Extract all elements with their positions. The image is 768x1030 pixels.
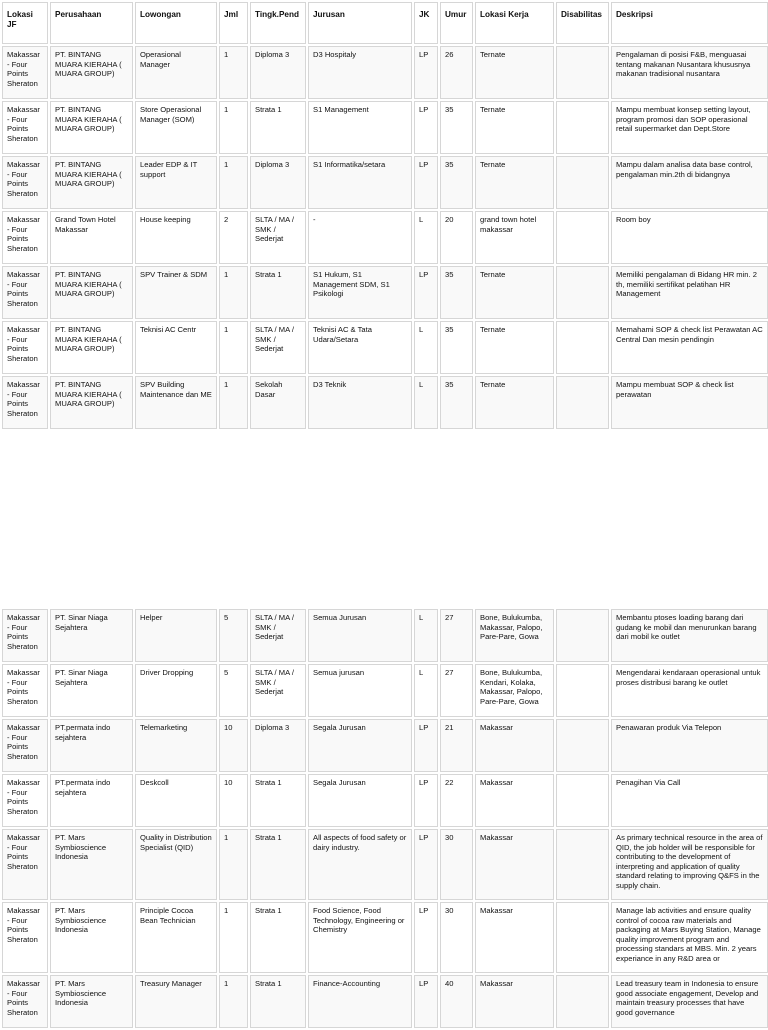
- table-row: [2, 156, 768, 209]
- cell-lokasi-jf: Makassar - Four Points Sheraton: [2, 211, 48, 264]
- job-table-bottom: [0, 607, 768, 1030]
- cell-lokasi-jf: Makassar - Four Points Sheraton: [2, 321, 48, 374]
- col-header-lokasi-kerja: Lokasi Kerja: [475, 2, 554, 44]
- cell-lokasi-jf: Makassar - Four Points Sheraton: [2, 156, 48, 209]
- cell-jurusan: S1 Management: [308, 101, 412, 154]
- cell-lokasi-jf: Makassar - Four Points Sheraton: [2, 719, 48, 772]
- cell-tingk-pend: Diploma 3: [250, 156, 306, 209]
- cell-umur: 35: [440, 376, 473, 429]
- cell-disabilitas: [556, 266, 609, 319]
- cell-jml: 1: [219, 975, 248, 1028]
- cell-jk: L: [414, 211, 438, 264]
- cell-jml: 1: [219, 376, 248, 429]
- table-row: [2, 975, 768, 1028]
- cell-umur: 35: [440, 266, 473, 319]
- cell-disabilitas: [556, 774, 609, 827]
- cell-jk: LP: [414, 46, 438, 99]
- cell-disabilitas: [556, 101, 609, 154]
- cell-jml: 1: [219, 266, 248, 319]
- cell-lokasi-kerja: Ternate: [475, 266, 554, 319]
- table-row: [2, 719, 768, 772]
- cell-jurusan: Semua Jurusan: [308, 609, 412, 662]
- cell-lokasi-kerja: Ternate: [475, 321, 554, 374]
- cell-umur: 40: [440, 975, 473, 1028]
- cell-lokasi-jf: Makassar - Four Points Sheraton: [2, 46, 48, 99]
- cell-jurusan: Segala Jurusan: [308, 719, 412, 772]
- cell-perusahaan: PT. BINTANG MUARA KIERAHA ( MUARA GROUP): [50, 266, 133, 319]
- table-row: [2, 664, 768, 717]
- col-header-tingk-pend: Tingk.Pend: [250, 2, 306, 44]
- cell-jk: LP: [414, 101, 438, 154]
- cell-jurusan: S1 Hukum, S1 Management SDM, S1 Psikologi: [308, 266, 412, 319]
- cell-lowongan: Deskcoll: [135, 774, 217, 827]
- cell-tingk-pend: Strata 1: [250, 266, 306, 319]
- cell-tingk-pend: Strata 1: [250, 975, 306, 1028]
- cell-lowongan: Telemarketing: [135, 719, 217, 772]
- cell-disabilitas: [556, 321, 609, 374]
- cell-jurusan: D3 Hospitaly: [308, 46, 412, 99]
- cell-perusahaan: PT.permata indo sejahtera: [50, 719, 133, 772]
- cell-tingk-pend: SLTA / MA / SMK / Sederjat: [250, 609, 306, 662]
- cell-deskripsi: Penawaran produk Via Telepon: [611, 719, 768, 772]
- cell-jk: LP: [414, 829, 438, 900]
- cell-umur: 35: [440, 156, 473, 209]
- cell-deskripsi: Manage lab activities and ensure quality control of cocoa raw materials and packaging at Mars Buying Station, Manage quality improvement program and processing standars at MBS. Min. 2 years experiance in any R&D area or: [611, 902, 768, 973]
- cell-deskripsi: Mengendarai kendaraan operasional untuk proses distribusi barang ke outlet: [611, 664, 768, 717]
- cell-deskripsi: Room boy: [611, 211, 768, 264]
- cell-perusahaan: PT.permata indo sejahtera: [50, 774, 133, 827]
- cell-lowongan: Helper: [135, 609, 217, 662]
- table-row: [2, 774, 768, 827]
- cell-lokasi-jf: Makassar - Four Points Sheraton: [2, 774, 48, 827]
- cell-lowongan: Driver Dropping: [135, 664, 217, 717]
- cell-disabilitas: [556, 609, 609, 662]
- cell-jk: LP: [414, 156, 438, 209]
- cell-umur: 35: [440, 101, 473, 154]
- cell-jml: 10: [219, 719, 248, 772]
- table-row: [2, 609, 768, 662]
- cell-jurusan: Finance-Accounting: [308, 975, 412, 1028]
- cell-tingk-pend: SLTA / MA / SMK / Sederjat: [250, 321, 306, 374]
- cell-umur: 21: [440, 719, 473, 772]
- cell-lokasi-jf: Makassar - Four Points Sheraton: [2, 829, 48, 900]
- cell-umur: 30: [440, 829, 473, 900]
- cell-jml: 5: [219, 609, 248, 662]
- cell-lowongan: Quality in Distribution Specialist (QID): [135, 829, 217, 900]
- cell-disabilitas: [556, 46, 609, 99]
- cell-lokasi-kerja: Ternate: [475, 46, 554, 99]
- table-row: [2, 266, 768, 319]
- cell-deskripsi: Membantu ptoses loading barang dari gudang ke mobil dan menurunkan barang dari mobil ke outlet: [611, 609, 768, 662]
- cell-lokasi-kerja: Makassar: [475, 829, 554, 900]
- cell-disabilitas: [556, 156, 609, 209]
- cell-lokasi-kerja: Ternate: [475, 156, 554, 209]
- cell-disabilitas: [556, 664, 609, 717]
- cell-jk: LP: [414, 774, 438, 827]
- cell-jml: 1: [219, 101, 248, 154]
- cell-lokasi-jf: Makassar - Four Points Sheraton: [2, 101, 48, 154]
- cell-lokasi-kerja: Ternate: [475, 101, 554, 154]
- cell-lokasi-kerja: Makassar: [475, 774, 554, 827]
- cell-jk: L: [414, 321, 438, 374]
- table-row: [2, 902, 768, 973]
- cell-perusahaan: PT. BINTANG MUARA KIERAHA ( MUARA GROUP): [50, 156, 133, 209]
- table-row: [2, 376, 768, 429]
- cell-deskripsi: Memiliki pengalaman di Bidang HR min. 2 th, memiliki sertifikat pelatihan HR Management: [611, 266, 768, 319]
- cell-umur: 35: [440, 321, 473, 374]
- cell-lokasi-jf: Makassar - Four Points Sheraton: [2, 266, 48, 319]
- cell-deskripsi: Mampu membuat konsep setting layout, program promosi dan SOP operasional retail supermarket dan Dept.Store: [611, 101, 768, 154]
- cell-jk: L: [414, 376, 438, 429]
- table-row: [2, 46, 768, 99]
- cell-lokasi-kerja: Makassar: [475, 975, 554, 1028]
- cell-jurusan: S1 Informatika/setara: [308, 156, 412, 209]
- cell-perusahaan: PT. Sinar Niaga Sejahtera: [50, 664, 133, 717]
- cell-jurusan: Teknisi AC & Tata Udara/Setara: [308, 321, 412, 374]
- cell-lokasi-kerja: Ternate: [475, 376, 554, 429]
- header-row: [2, 2, 768, 44]
- cell-tingk-pend: Diploma 3: [250, 46, 306, 99]
- cell-lowongan: Teknisi AC Centr: [135, 321, 217, 374]
- cell-deskripsi: As primary technical resource in the area of QID, the job holder will be responsible for contributing to the development of interpreting and application of quality standard relating to improving Q&FS in the supply chain.: [611, 829, 768, 900]
- cell-perusahaan: PT. Mars Symbioscience Indonesia: [50, 975, 133, 1028]
- cell-disabilitas: [556, 829, 609, 900]
- cell-lokasi-kerja: Makassar: [475, 902, 554, 973]
- cell-jml: 1: [219, 321, 248, 374]
- cell-disabilitas: [556, 975, 609, 1028]
- col-header-umur: Umur: [440, 2, 473, 44]
- cell-lokasi-jf: Makassar - Four Points Sheraton: [2, 975, 48, 1028]
- cell-perusahaan: Grand Town Hotel Makassar: [50, 211, 133, 264]
- col-header-jml: Jml: [219, 2, 248, 44]
- cell-tingk-pend: SLTA / MA / SMK / Sederjat: [250, 211, 306, 264]
- col-header-jk: JK: [414, 2, 438, 44]
- cell-deskripsi: Pengalaman di posisi F&B, menguasai tentang makanan Nusantara khususnya makanan tradisional nusantara: [611, 46, 768, 99]
- cell-jml: 2: [219, 211, 248, 264]
- cell-lowongan: Operasional Manager: [135, 46, 217, 99]
- cell-umur: 27: [440, 609, 473, 662]
- cell-jk: LP: [414, 975, 438, 1028]
- cell-tingk-pend: Strata 1: [250, 101, 306, 154]
- cell-lowongan: Leader EDP & IT support: [135, 156, 217, 209]
- cell-lowongan: House keeping: [135, 211, 217, 264]
- col-header-disabilitas: Disabilitas: [556, 2, 609, 44]
- cell-lowongan: SPV Trainer & SDM: [135, 266, 217, 319]
- cell-umur: 26: [440, 46, 473, 99]
- cell-deskripsi: Mampu membuat SOP & check list perawatan: [611, 376, 768, 429]
- cell-deskripsi: Memahami SOP & check list Perawatan AC Central Dan mesin pendingin: [611, 321, 768, 374]
- cell-umur: 20: [440, 211, 473, 264]
- cell-perusahaan: PT. Mars Symbioscience Indonesia: [50, 902, 133, 973]
- cell-tingk-pend: SLTA / MA / SMK / Sederjat: [250, 664, 306, 717]
- cell-disabilitas: [556, 211, 609, 264]
- table-row: [2, 101, 768, 154]
- cell-jk: L: [414, 664, 438, 717]
- cell-lowongan: Principle Cocoa Bean Technician: [135, 902, 217, 973]
- cell-tingk-pend: Diploma 3: [250, 719, 306, 772]
- cell-perusahaan: PT. BINTANG MUARA KIERAHA ( MUARA GROUP): [50, 321, 133, 374]
- cell-jurusan: -: [308, 211, 412, 264]
- cell-umur: 30: [440, 902, 473, 973]
- cell-lokasi-jf: Makassar - Four Points Sheraton: [2, 609, 48, 662]
- table-row: [2, 829, 768, 900]
- cell-lowongan: SPV Building Maintenance dan ME: [135, 376, 217, 429]
- col-header-lowongan: Lowongan: [135, 2, 217, 44]
- cell-disabilitas: [556, 902, 609, 973]
- cell-disabilitas: [556, 719, 609, 772]
- cell-jurusan: D3 Teknik: [308, 376, 412, 429]
- cell-deskripsi: Lead treasury team in Indonesia to ensure good associate engagement, Develop and maintain treasury processes that have good governance: [611, 975, 768, 1028]
- cell-lowongan: Store Operasional Manager (SOM): [135, 101, 217, 154]
- cell-lokasi-kerja: Bone, Bulukumba, Makassar, Palopo, Pare-Pare, Gowa: [475, 609, 554, 662]
- cell-jml: 1: [219, 156, 248, 209]
- cell-deskripsi: Penagihan Via Call: [611, 774, 768, 827]
- cell-perusahaan: PT. Sinar Niaga Sejahtera: [50, 609, 133, 662]
- cell-umur: 22: [440, 774, 473, 827]
- cell-jml: 1: [219, 46, 248, 99]
- cell-lowongan: Treasury Manager: [135, 975, 217, 1028]
- cell-lokasi-jf: Makassar - Four Points Sheraton: [2, 902, 48, 973]
- col-header-jurusan: Jurusan: [308, 2, 412, 44]
- cell-jurusan: Food Science, Food Technology, Engineering or Chemistry: [308, 902, 412, 973]
- cell-jml: 1: [219, 829, 248, 900]
- cell-tingk-pend: Strata 1: [250, 829, 306, 900]
- cell-lokasi-jf: Makassar - Four Points Sheraton: [2, 376, 48, 429]
- cell-tingk-pend: Strata 1: [250, 774, 306, 827]
- col-header-lokasi-jf: Lokasi JF: [2, 2, 48, 44]
- cell-lokasi-kerja: grand town hotel makassar: [475, 211, 554, 264]
- cell-perusahaan: PT. BINTANG MUARA KIERAHA ( MUARA GROUP): [50, 101, 133, 154]
- cell-perusahaan: PT. Mars Symbioscience Indonesia: [50, 829, 133, 900]
- cell-jml: 5: [219, 664, 248, 717]
- cell-jurusan: All aspects of food safety or dairy industry.: [308, 829, 412, 900]
- cell-jml: 1: [219, 902, 248, 973]
- cell-jk: LP: [414, 719, 438, 772]
- job-table-top: [0, 0, 768, 431]
- cell-lokasi-kerja: Makassar: [475, 719, 554, 772]
- cell-jml: 10: [219, 774, 248, 827]
- cell-perusahaan: PT. BINTANG MUARA KIERAHA ( MUARA GROUP): [50, 46, 133, 99]
- cell-tingk-pend: Strata 1: [250, 902, 306, 973]
- cell-jurusan: Segala Jurusan: [308, 774, 412, 827]
- cell-perusahaan: PT. BINTANG MUARA KIERAHA ( MUARA GROUP): [50, 376, 133, 429]
- cell-tingk-pend: Sekolah Dasar: [250, 376, 306, 429]
- cell-jk: LP: [414, 902, 438, 973]
- cell-disabilitas: [556, 376, 609, 429]
- cell-umur: 27: [440, 664, 473, 717]
- table-row: [2, 211, 768, 264]
- cell-lokasi-jf: Makassar - Four Points Sheraton: [2, 664, 48, 717]
- col-header-perusahaan: Perusahaan: [50, 2, 133, 44]
- col-header-deskripsi: Deskripsi: [611, 2, 768, 44]
- cell-jurusan: Semua jurusan: [308, 664, 412, 717]
- cell-jk: L: [414, 609, 438, 662]
- cell-lokasi-kerja: Bone, Bulukumba, Kendari, Kolaka, Makassar, Palopo, Pare-Pare, Gowa: [475, 664, 554, 717]
- cell-jk: LP: [414, 266, 438, 319]
- cell-deskripsi: Mampu dalam analisa data base control, pengalaman min.2th di bidangnya: [611, 156, 768, 209]
- table-row: [2, 321, 768, 374]
